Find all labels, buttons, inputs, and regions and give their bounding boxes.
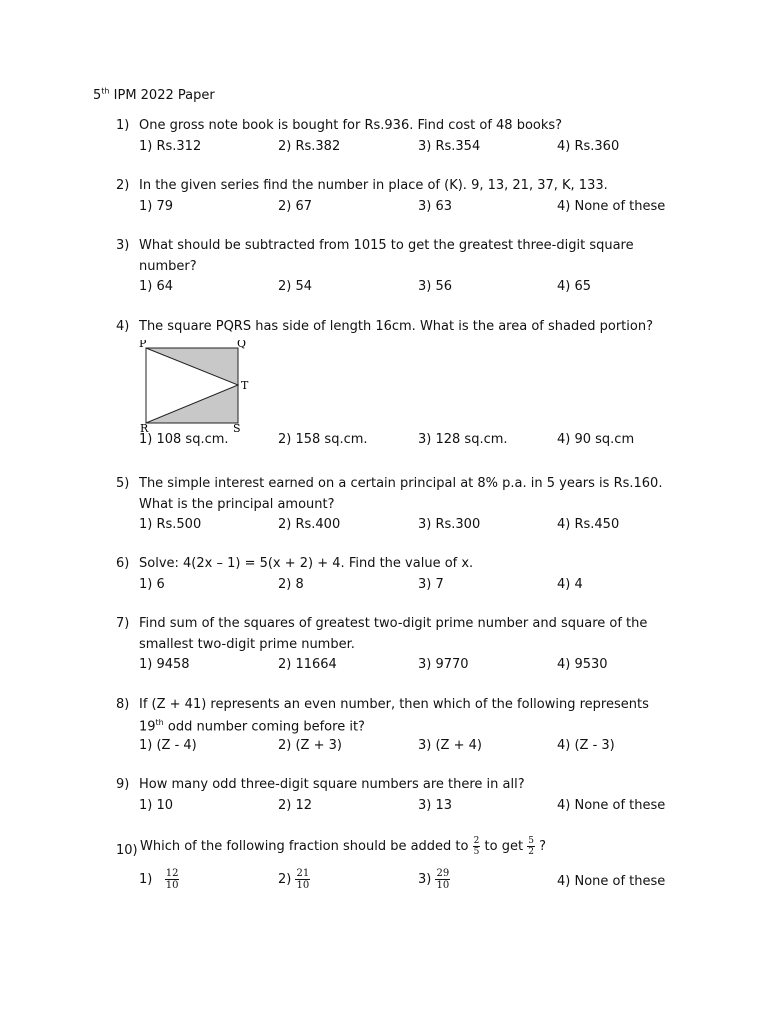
option-3: 3) 63	[418, 198, 453, 214]
option-3	[418, 868, 450, 891]
option-3: 3) 13	[418, 797, 453, 813]
vertex-label-p: P	[139, 339, 147, 350]
ordinal-number: 19	[139, 718, 156, 734]
option-4: 4) Rs.360	[557, 138, 620, 154]
options-row	[116, 279, 716, 300]
question-text-b: to get	[484, 839, 524, 854]
option-2: 2) 12	[278, 797, 313, 813]
option-2: 2) 158 sq.cm.	[278, 431, 368, 447]
question-text-line-2: number?	[139, 258, 197, 274]
title-ordinal: 5	[93, 88, 102, 103]
options-row	[116, 517, 716, 538]
question-number: 7)	[116, 616, 130, 631]
question-number: 5)	[116, 476, 130, 491]
fraction-numerator: 21	[296, 868, 310, 879]
option-4: 4) 65	[557, 279, 592, 294]
option-2: 2) 11664	[278, 657, 337, 672]
option-4: 4) 9530	[557, 657, 608, 672]
option-1: 1) 10	[139, 797, 174, 813]
option-4: 4) None of these	[557, 874, 666, 889]
option-2: 2) (Z + 3)	[278, 738, 342, 753]
options-row	[116, 199, 716, 220]
question-text: The simple interest earned on a certain principal at 8% p.a. in 5 years is Rs.160.	[139, 476, 663, 491]
option-1: 1) Rs.500	[139, 517, 202, 532]
question-7	[116, 616, 716, 678]
option-1: 1) (Z - 4)	[139, 738, 197, 753]
option-1: 1) 64	[139, 279, 174, 294]
page-title	[93, 88, 215, 103]
options-row	[116, 139, 716, 160]
title-ordinal-suffix: th	[101, 86, 110, 96]
question-number: 2)	[116, 178, 130, 193]
fraction-denominator: 5	[473, 847, 480, 857]
question-10	[116, 836, 716, 894]
vertex-label-s: S	[233, 421, 241, 432]
ordinal-suffix: th	[155, 717, 164, 727]
option-fraction	[435, 868, 450, 891]
option-1	[139, 868, 179, 891]
option-2: 2) 8	[278, 576, 304, 592]
option-label: 2)	[278, 872, 292, 887]
question-8	[116, 697, 716, 759]
question-mark: ?	[539, 839, 546, 854]
question-number: 9)	[116, 777, 130, 792]
question-number: 8)	[116, 697, 130, 712]
question-9	[116, 777, 716, 818]
question-text-a: Which of the following fraction should be added to	[140, 839, 469, 854]
option-fraction	[165, 868, 180, 891]
options-row	[116, 577, 716, 598]
option-label: 3)	[418, 872, 432, 887]
question-text: The square PQRS has side of length 16cm. What is the area of shaded portion?	[139, 319, 653, 334]
question-text: Solve: 4(2x – 1) = 5(x + 2) + 4. Find the value of x.	[139, 556, 474, 571]
question-6	[116, 556, 716, 597]
option-3: 3) 128 sq.cm.	[418, 431, 508, 447]
vertex-label-q: Q	[237, 339, 247, 350]
option-1: 1) 79	[139, 198, 174, 214]
option-3: 3) 56	[418, 279, 453, 294]
question-text-line-2	[139, 718, 365, 734]
fraction-two-fifths	[473, 836, 481, 857]
question-text-line-2: smallest two-digit prime number.	[139, 636, 355, 652]
options-row	[116, 798, 716, 819]
question-text	[140, 836, 546, 857]
option-fraction	[295, 868, 310, 891]
question-number: 6)	[116, 556, 130, 571]
question-text: One gross note book is bought for Rs.936. Find cost of 48 books?	[139, 118, 563, 133]
square-pqrs-diagram	[138, 340, 278, 432]
vertex-label-r: R	[140, 421, 149, 432]
question-number: 1)	[116, 118, 130, 133]
question-3	[116, 238, 716, 300]
options-row	[116, 432, 716, 453]
fraction-denominator: 2	[528, 847, 534, 857]
option-3: 3) 7	[418, 576, 444, 592]
question-text: Find sum of the squares of greatest two-digit prime number and square of the	[139, 616, 648, 631]
question-1	[116, 118, 716, 159]
option-4: 4) 4	[557, 576, 583, 592]
question-5	[116, 476, 716, 538]
option-2: 2) Rs.400	[278, 517, 341, 532]
fraction-numerator: 5	[528, 836, 534, 846]
options-row	[116, 657, 716, 678]
fraction-denominator: 10	[165, 880, 179, 891]
title-text: IPM 2022 Paper	[113, 88, 215, 103]
fraction-denominator: 10	[296, 880, 310, 891]
line-2-rest: odd number coming before it?	[163, 718, 365, 734]
question-number: 3)	[116, 238, 130, 253]
option-4: 4) Rs.450	[557, 517, 620, 532]
question-number: 10)	[116, 843, 138, 858]
option-label: 1)	[139, 872, 153, 887]
fraction-five-halves	[527, 836, 535, 857]
question-text: In the given series find the number in place of (K). 9, 13, 21, 37, K, 133.	[139, 178, 608, 193]
option-2: 2) 54	[278, 279, 313, 294]
option-2	[278, 868, 310, 891]
fraction-denominator: 10	[436, 880, 450, 891]
option-2: 2) Rs.382	[278, 138, 341, 154]
fraction-numerator: 29	[436, 868, 450, 879]
option-3: 3) (Z + 4)	[418, 738, 482, 753]
options-row	[116, 738, 716, 759]
option-4: 4) None of these	[557, 198, 666, 214]
option-3: 3) Rs.300	[418, 517, 481, 532]
question-text: How many odd three-digit square numbers are there in all?	[139, 777, 525, 792]
option-1: 1) 6	[139, 576, 165, 592]
option-3: 3) 9770	[418, 657, 469, 672]
question-number: 4)	[116, 319, 130, 334]
option-4: 4) (Z - 3)	[557, 738, 615, 753]
question-2	[116, 178, 716, 219]
options-row	[116, 864, 716, 894]
option-3: 3) Rs.354	[418, 138, 481, 154]
question-text: What should be subtracted from 1015 to get the greatest three-digit square	[139, 238, 634, 253]
fraction-numerator: 12	[165, 868, 179, 879]
option-2: 2) 67	[278, 198, 313, 214]
question-text: If (Z + 41) represents an even number, then which of the following represents	[139, 697, 649, 712]
option-4: 4) 90 sq.cm	[557, 431, 635, 447]
option-4: 4) None of these	[557, 797, 666, 813]
option-1: 1) Rs.312	[139, 138, 202, 154]
option-1: 1) 108 sq.cm.	[139, 431, 229, 447]
square-pqrs-figure	[138, 340, 278, 432]
question-text-line-2: What is the principal amount?	[139, 496, 335, 512]
fraction-numerator: 2	[473, 836, 480, 846]
option-1: 1) 9458	[139, 657, 190, 672]
question-4	[116, 319, 716, 452]
point-label-t: T	[241, 378, 249, 392]
